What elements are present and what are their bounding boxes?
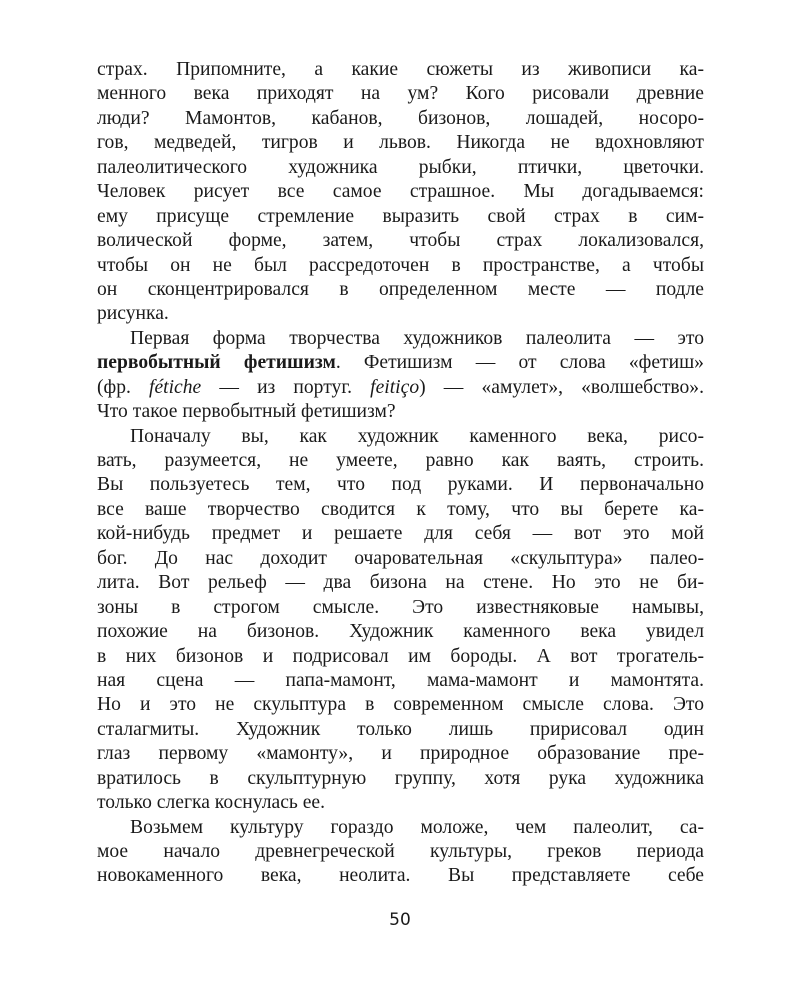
paragraph-1 (97, 58, 704, 327)
text-line: волической форме, затем, чтобы страх локализовался, (97, 230, 704, 252)
text-run: . Фетишизм — от слова «фетиш» (335, 352, 704, 374)
text-line: бог. До нас доходит очаровательная «скульптура» палео- (97, 547, 704, 569)
text-line: он сконцентрировался в определенном месте — подле (97, 278, 704, 300)
text-line: Человек рисует все самое страшное. Мы догадываемся: (97, 181, 704, 203)
text-line: новокаменного века, неолита. Вы представляете себе (97, 865, 704, 887)
text-line: менного века приходят на ум? Кого рисовали древние (97, 83, 704, 105)
text-line: кой-нибудь предмет и решаете для себя — вот это мой (97, 523, 704, 545)
text-line: похожие на бизонов. Художник каменного века увидел (97, 621, 704, 643)
text-line: Первая форма творчества художников палеолита — это (130, 327, 704, 349)
page-number: 50 (389, 910, 411, 930)
italic-term: fétiche (149, 376, 202, 398)
text-line (97, 376, 704, 400)
text-line: все ваше творчество сводится к тому, что вы берете ка- (97, 498, 704, 520)
text-line: Поначалу вы, как художник каменного века, рисо- (130, 425, 704, 447)
text-line: лита. Вот рельеф — два бизона на стене. Но это не би- (97, 572, 704, 594)
text-run: — из португ. (201, 376, 371, 398)
text-line: вать, разумеется, не умеете, равно как ваять, строить. (97, 450, 704, 471)
bold-term: первобытный фетишизм (97, 352, 336, 374)
text-line: люди? Мамонтов, кабанов, бизонов, лошадей, носоро- (97, 107, 704, 129)
page-body (97, 58, 704, 889)
italic-term: feitiço (370, 376, 420, 398)
text-line: зоны в строгом смысле. Это известняковые намывы, (97, 596, 704, 618)
text-line: сталагмиты. Художник только лишь пририсовал один (97, 718, 704, 740)
text-line (97, 351, 704, 375)
text-line: страх. Припомните, а какие сюжеты из живописи ка- (97, 59, 704, 80)
text-line: Но и это не скульптура в современном смысле слова. Это (97, 694, 704, 716)
text-line: чтобы он не был рассредоточен в пространстве, а чтобы (97, 254, 704, 276)
paragraph-2 (97, 327, 704, 425)
text-line: ему присуще стремление выразить свой страх в сим- (97, 205, 704, 227)
text-line: глаз первому «мамонту», и природное образование пре- (97, 743, 704, 765)
text-line: вратилось в скульптурную группу, хотя рука художника (97, 767, 704, 789)
text-run: (фр. (97, 376, 150, 398)
text-line: ная сцена — папа-мамонт, мама-мамонт и мамонтята. (97, 669, 704, 691)
text-line: палеолитического художника рыбки, птички, цветочки. (97, 156, 704, 178)
paragraph-4 (97, 816, 704, 889)
text-run: ) — «амулет», «волшебство». (419, 376, 704, 398)
text-line: мое начало древнегреческой культуры, греков периода (97, 841, 704, 862)
text-line: в них бизонов и подрисовал им бороды. А вот трогатель- (97, 645, 704, 667)
text-line: гов, медведей, тигров и львов. Никогда не вдохновляют (97, 132, 704, 154)
paragraph-3 (97, 425, 704, 816)
text-line: только слегка коснулась ее. (97, 792, 326, 814)
text-line: Возьмем культуру гораздо моложе, чем палеолит, са- (130, 816, 704, 838)
text-line: Вы пользуетесь тем, что под руками. И первоначально (97, 474, 704, 496)
text-line: рисунка. (97, 303, 169, 325)
text-line: Что такое первобытный фетишизм? (97, 401, 396, 423)
